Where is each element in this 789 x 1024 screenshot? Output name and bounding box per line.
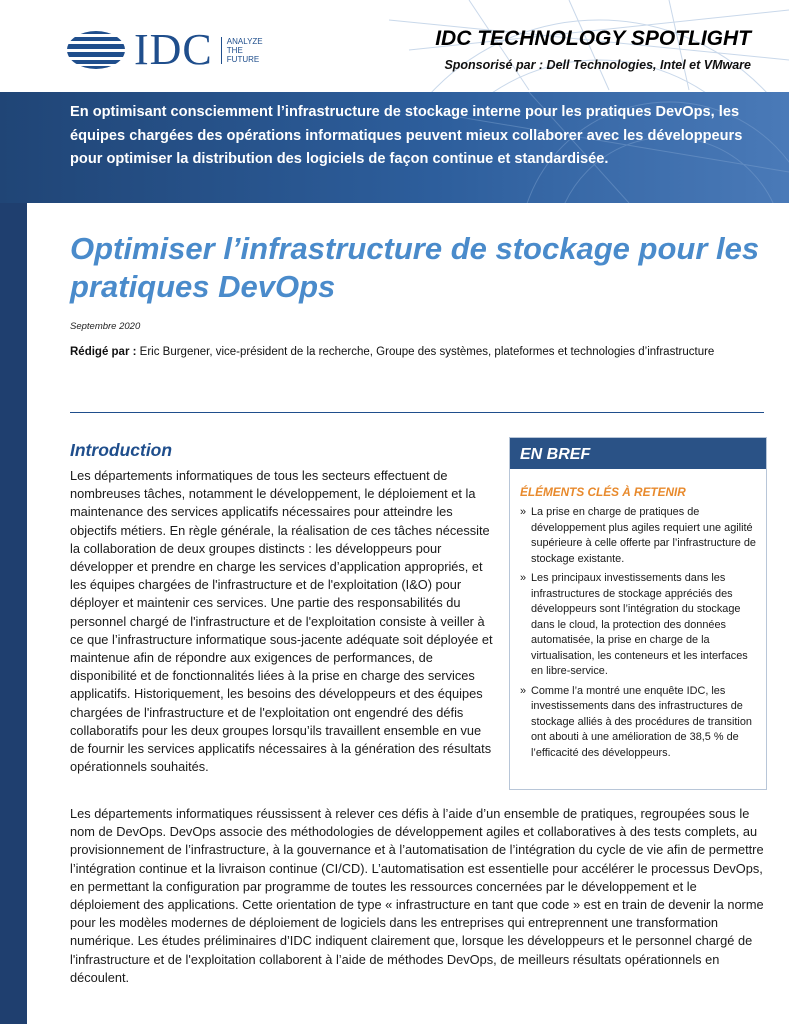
idc-logo [66, 25, 263, 74]
sponsor-line: Sponsorisé par : Dell Technologies, Intel et VMware [444, 58, 751, 72]
tagline-line-1: ANALYZE [226, 36, 263, 46]
bullet-icon: » [520, 572, 527, 584]
spotlight-title: IDC TECHNOLOGY SPOTLIGHT [435, 27, 751, 50]
tagline-line-2: THE [226, 45, 243, 55]
tagline-line-3: FUTURE [226, 54, 260, 64]
bullet-icon: » [520, 506, 527, 518]
introduction-paragraph-2: Les départements informatiques réussissent à relever ces défis à l’aide d’un ensemble de pratiques, regroupées sous le nom de DevOps. DevOps associe des méthodologies de développement agiles et collaboratives à des tests complets, au provisionnement de l’infrastructure, à la gouvernance et à l’automatisation de l’intégration du cycle de vie afin de permettre l’intégration continue et la livraison continue (CI/CD). L’automatisation est essentielle pour accélérer le processus DevOps, en permettant la configuration par programme de toutes les ressources concernées par le développement et le déploiement des applications. Cette orientation de type « infrastructure en tant que code » est en train de devenir la norme pour les modèles modernes de déploiement de logiciels dans les entreprises qui entreprennent une transformation numérique. Les études préliminaires d’IDC indiquent clairement que, lorsque les développeurs et le personnel chargé de l'infrastructure et de l'exploitation collaborent à l’aide de méthodes DevOps, de meilleurs résultats opérationnels en découlent. [70, 806, 764, 985]
in-brief-heading: EN BREF [510, 438, 766, 469]
list-item [520, 684, 758, 762]
left-accent-bar [0, 92, 27, 1024]
key-takeaways-heading: ÉLÉMENTS CLÉS À RETENIR [520, 485, 686, 499]
banner-text: En optimisant consciemment l’infrastructure de stockage interne pour les pratiques DevOps, les équipes chargées des opérations informatiques peuvent mieux collaborer avec les développeurs pour optimiser la distribution des logiciels de façon continue et standardisée. [70, 104, 743, 167]
page-title: Optimiser l’infrastructure de stockage pour les pratiques DevOps [70, 231, 760, 304]
summary-banner [0, 92, 789, 203]
author-name: Eric Burgener, vice-président de la recherche, Groupe des systèmes, plateformes et technologies d’infrastructure [136, 346, 715, 358]
author-label: Rédigé par : [70, 346, 137, 358]
list-item-text: Comme l’a montré une enquête IDC, les investissements dans des infrastructures de stockage alliés à des procédures de transition ont abouti à une amélioration de 38,5 % de l’efficacité des développeurs. [531, 684, 752, 759]
in-brief-box [509, 437, 767, 790]
idc-globe-icon [66, 30, 126, 70]
introduction-paragraph-1: Les départements informatiques de tous les secteurs effectuent de nombreuses tâches, notamment le développement, le déploiement et la maintenance des services applicatifs nécessaires pour atteindre les objectifs métiers. En règle générale, la réalisation de ces tâches nécessite la collaboration de deux groupes distincts : les développeurs pour développer et prendre en charge les services d’application appropriés, et les équipes chargées de l'infrastructure et de l'exploitation (I&O) pour déployer et maintenir ces services. Une partie des responsabilités du personnel chargé de l'infrastructure et de l'exploitation consiste à veiller à ce que l’infrastructure informatique sous-jacente adéquate soit déployée et maintenue afin de répondre aux exigences de performances, de disponibilité et de fonctionnalités liées à la prise en charge des services applicatifs. Historiquement, les besoins des développeurs et des équipes chargées de l'infrastructure et de l'exploitation ont engendré des défis collaboratifs pour les deux groupes lorsqu’ils travaillent ensemble en vue de fournir les services applicatifs nécessaires à la génération des résultats opérationnels souhaités. [70, 468, 493, 775]
list-item-text: Les principaux investissements dans les infrastructures de stockage appréciés des développeurs sont l’intégration du stockage dans le cloud, la protection des données automatisée, la prise en charge de la virtualisation, les conteneurs et les interfaces en libre-service. [531, 572, 748, 677]
page-header [0, 0, 789, 92]
key-takeaways-list [510, 505, 766, 761]
bullet-icon: » [520, 684, 527, 697]
publication-date: Septembre 2020 [70, 321, 141, 332]
list-item [520, 571, 758, 680]
author-line [70, 344, 760, 360]
logo-wordmark: IDC [134, 25, 213, 74]
list-item-text: La prise en charge de pratiques de développement plus agiles requiert une agilité supérieure à celle offerte par l’infrastructure de stockage existante. [531, 506, 756, 565]
logo-tagline [221, 37, 263, 64]
section-divider [70, 412, 764, 413]
introduction-heading: Introduction [70, 440, 173, 460]
list-item [520, 505, 758, 567]
